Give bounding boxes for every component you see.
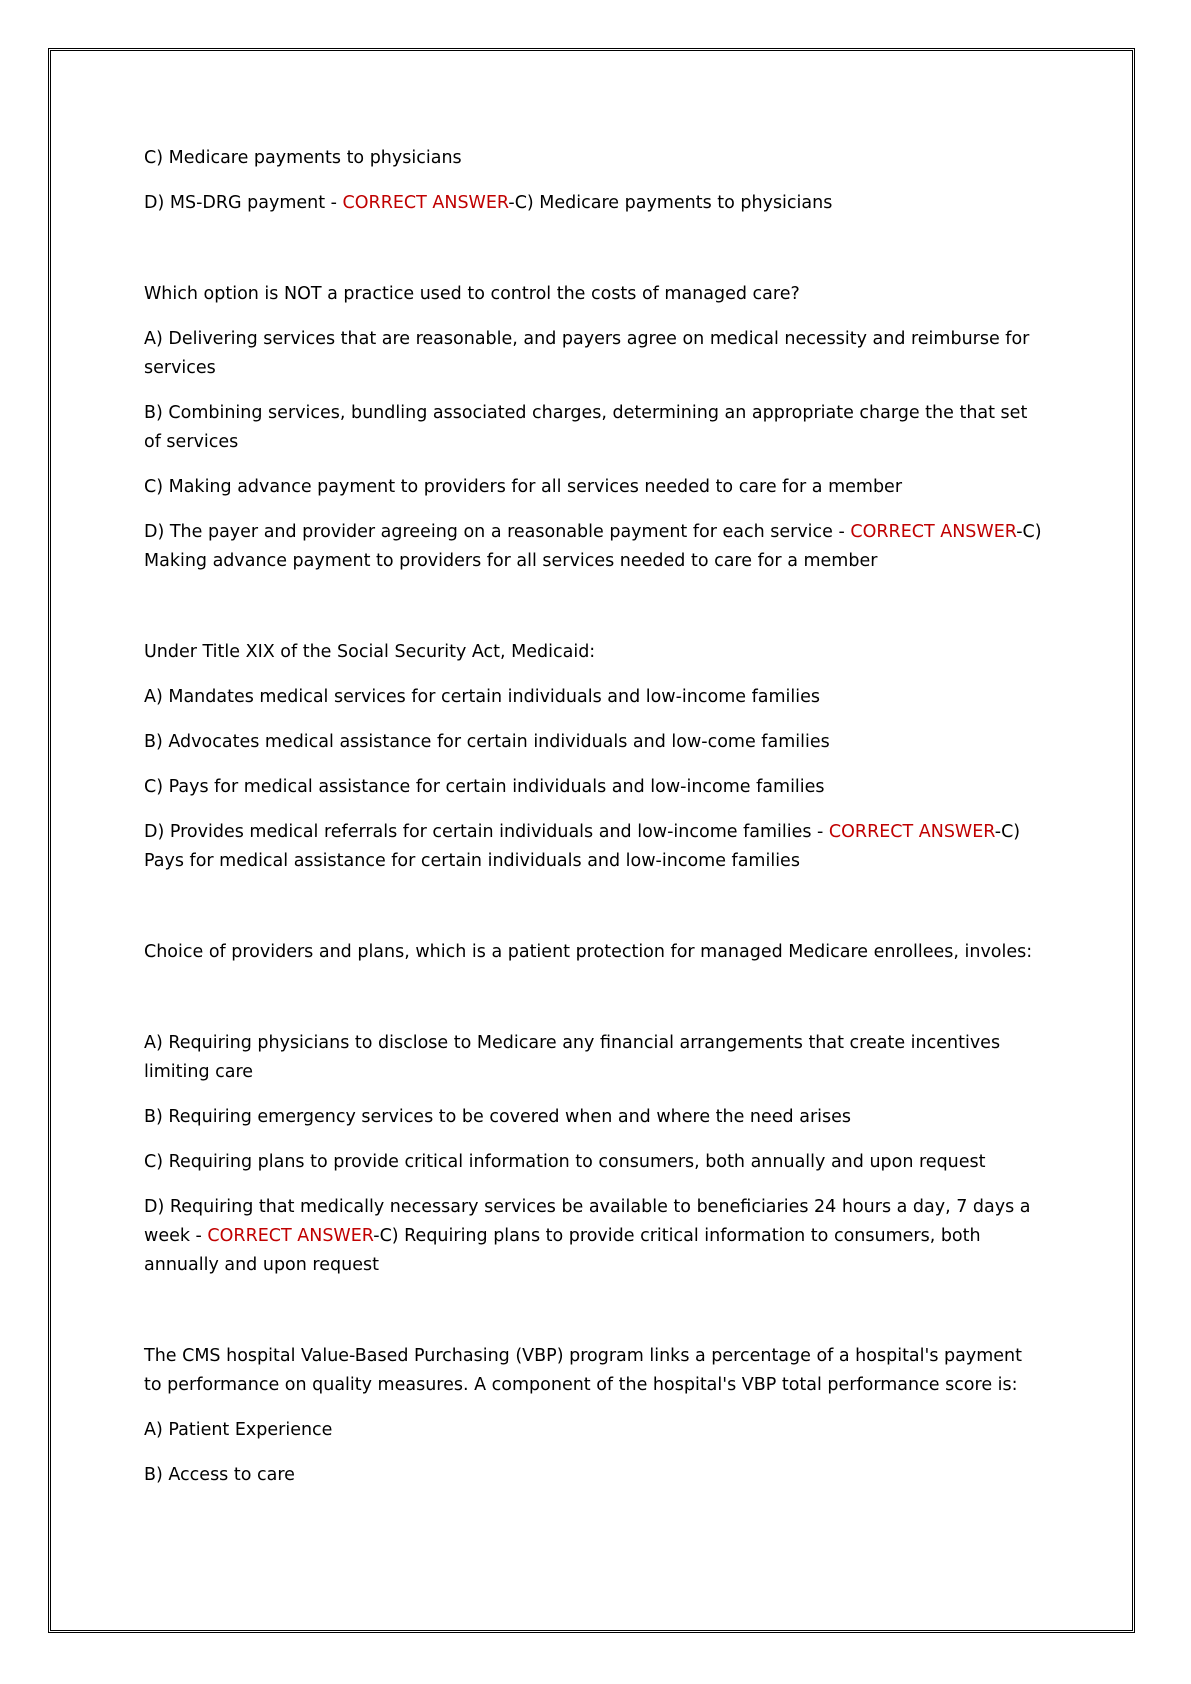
option-d-with-answer <box>144 1193 1044 1280</box>
question-text: Choice of providers and plans, which is a patient protection for managed Medicare enrollees, involes: <box>144 942 1033 962</box>
correct-answer-label: CORRECT ANSWER <box>828 822 995 842</box>
spacer <box>144 234 1044 280</box>
answer-text: -C) Pays for medical assistance for certain individuals and low-income families <box>144 822 1021 871</box>
question-text: Which option is NOT a practice used to control the costs of managed care? <box>144 284 800 304</box>
option-a: A) Mandates medical services for certain individuals and low-income families <box>144 687 820 707</box>
question-block <box>144 144 1044 218</box>
answer-text: -C) Requiring plans to provide critical information to consumers, both annually and upon request <box>144 1226 981 1275</box>
spacer <box>144 1296 1044 1342</box>
option-d-with-answer <box>144 818 1044 876</box>
spacer <box>144 983 1044 1029</box>
option-b: B) Combining services, bundling associated charges, determining an appropriate charge the that set of services <box>144 403 1028 452</box>
option-c: C) Requiring plans to provide critical information to consumers, both annually and upon request <box>144 1152 986 1172</box>
question-block <box>144 280 1044 576</box>
option-b: B) Requiring emergency services to be covered when and where the need arises <box>144 1107 852 1127</box>
spacer <box>144 592 1044 638</box>
option-d-with-answer <box>144 189 1044 218</box>
question-text: The CMS hospital Value-Based Purchasing (VBP) program links a percentage of a hospital's payment to performance on quality measures. A component of the hospital's VBP total performance score is: <box>144 1346 1022 1395</box>
option-d: D) The payer and provider agreeing on a reasonable payment for each service - <box>144 522 851 542</box>
option-c: C) Pays for medical assistance for certain individuals and low-income families <box>144 777 825 797</box>
correct-answer-label: CORRECT ANSWER <box>850 522 1017 542</box>
correct-answer-label: CORRECT ANSWER <box>342 193 509 213</box>
question-text: Under Title XIX of the Social Security Act, Medicaid: <box>144 642 596 662</box>
option-c: C) Medicare payments to physicians <box>144 148 462 168</box>
option-b: B) Advocates medical assistance for certain individuals and low-come families <box>144 732 830 752</box>
correct-answer-label: CORRECT ANSWER <box>207 1226 374 1246</box>
option-a: A) Delivering services that are reasonable, and payers agree on medical necessity and reimburse for services <box>144 329 1030 378</box>
spacer <box>144 892 1044 938</box>
option-d: D) Requiring that medically necessary services be available to beneficiaries 24 hours a day, 7 days a week - <box>144 1197 1031 1246</box>
answer-text: -C) Making advance payment to providers for all services needed to care for a member <box>144 522 1042 571</box>
option-b: B) Access to care <box>144 1465 295 1485</box>
question-block <box>144 1342 1044 1490</box>
option-a: A) Patient Experience <box>144 1420 333 1440</box>
option-c: C) Making advance payment to providers for all services needed to care for a member <box>144 477 903 497</box>
option-d: D) Provides medical referrals for certain individuals and low-income families - <box>144 822 829 842</box>
option-d: D) MS-DRG payment - <box>144 193 343 213</box>
option-a: A) Requiring physicians to disclose to Medicare any financial arrangements that create incentives limiting care <box>144 1033 1001 1082</box>
document-content <box>144 144 1044 1506</box>
question-block <box>144 938 1044 1280</box>
answer-text: -C) Medicare payments to physicians <box>508 193 833 213</box>
option-d-with-answer <box>144 518 1044 576</box>
question-block <box>144 638 1044 876</box>
